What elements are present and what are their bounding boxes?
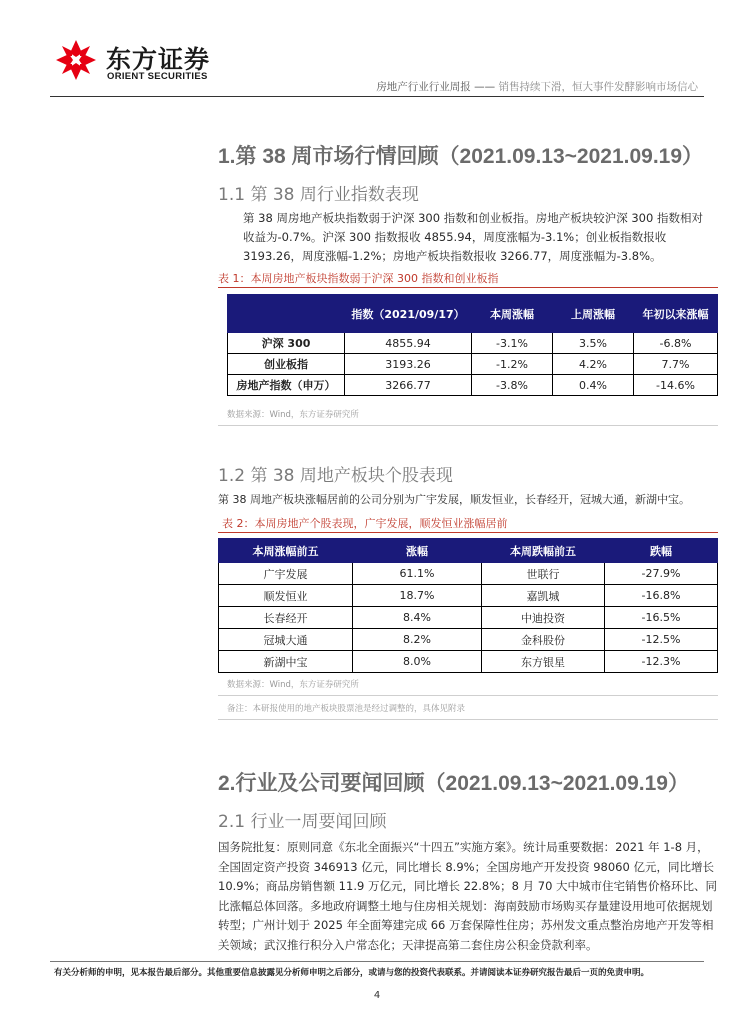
table-row — [228, 333, 718, 354]
table-cell: -14.6% — [634, 375, 718, 396]
table-cell: 61.1% — [353, 563, 482, 585]
table-cell: -16.8% — [605, 585, 718, 607]
section1-2-heading: 1.2 第 38 周地产板块个股表现 — [218, 466, 453, 486]
table-cell: 8.2% — [353, 629, 482, 651]
section1-heading: 1.第 38 周市场行情回顾（2021.09.13~2021.09.19） — [218, 145, 704, 168]
table-header-cell: 年初以来涨幅 — [634, 295, 718, 333]
table-cell: -6.8% — [634, 333, 718, 354]
table-header-row — [228, 295, 718, 333]
table-row — [228, 354, 718, 375]
table-cell: 世联行 — [482, 563, 605, 585]
table-cell: 4855.94 — [345, 333, 472, 354]
table-row — [219, 629, 718, 651]
table-row — [219, 563, 718, 585]
table1-caption: 表 1：本周房地产板块指数弱于沪深 300 指数和创业板指 — [218, 272, 499, 285]
orient-securities-logo-icon — [54, 38, 98, 82]
table-cell: 3193.26 — [345, 354, 472, 375]
table-cell: 广宇发展 — [219, 563, 353, 585]
table-cell: 东方银星 — [482, 651, 605, 673]
table-cell: -16.5% — [605, 607, 718, 629]
table-header-cell: 涨幅 — [353, 539, 482, 563]
table-cell: 中迪投资 — [482, 607, 605, 629]
table-header-cell: 上周涨幅 — [553, 295, 634, 333]
section1-1-paragraph: 第 38 周房地产板块指数弱于沪深 300 指数和创业板指。房地产板块较沪深 300 指数相对收益为-0.7%。沪深 300 指数报收 4855.94，周度涨幅为-3.1%；创业板指数报收 3193.26，周度涨幅-1.2%；房地产板块指数报收 3266.77，周度涨幅为-3.8%。 — [243, 211, 703, 263]
table-cell: -27.9% — [605, 563, 718, 585]
table-row — [219, 607, 718, 629]
footer-divider — [50, 961, 704, 962]
table-header-cell: 跌幅 — [605, 539, 718, 563]
stock-performance-table — [218, 538, 718, 673]
table-cell: 嘉凯城 — [482, 585, 605, 607]
section2-heading: 2.行业及公司要闻回顾（2021.09.13~2021.09.19） — [218, 772, 689, 795]
table-cell: -3.1% — [472, 333, 553, 354]
table2-caption: 表 2：本周房地产个股表现，广宇发展，顺发恒业涨幅居前 — [222, 517, 508, 530]
table-cell: -1.2% — [472, 354, 553, 375]
logo-english-name: ORIENT SECURITIES — [107, 71, 208, 82]
section1-1-heading: 1.1 第 38 周行业指数表现 — [218, 185, 419, 205]
table-cell: -12.5% — [605, 629, 718, 651]
table-cell: 8.4% — [353, 607, 482, 629]
table-cell: 0.4% — [553, 375, 634, 396]
table-cell: 新湖中宝 — [219, 651, 353, 673]
table-cell: 18.7% — [353, 585, 482, 607]
table1-bottom-divider — [218, 425, 718, 426]
table-header-cell — [228, 295, 345, 333]
table-header-cell: 本周跌幅前五 — [482, 539, 605, 563]
table-header-cell: 本周涨幅前五 — [219, 539, 353, 563]
table2-caption-underline — [218, 532, 718, 533]
report-header-title — [376, 79, 698, 94]
section2-1-paragraph: 国务院批复：原则同意《东北全面振兴“十四五”实施方案》。统计局重要数据：2021 年 1-8 月，全国固定资产投资 346913 亿元，同比增长 8.9%；全国房地产开发投资 98060 亿元，同比增长 10.9%；商品房销售额 11.9 万亿元，同比增长 22.8%；8 月 70 大中城市住宅销售价格环比、同比涨幅总体回落。多地政府调整土地与住房相关规划：海南鼓励市场购买存量建设用地可依据规划转型；广州计划于 2025 年全面筹建完成 66 万套保障性住房；苏州发文重点整治房地产开发等相关领域；武汉推行积分入户常态化；天津提高第二套住房公积金贷款利率。 — [218, 840, 718, 952]
report-series-title: 房地产行业行业周报 —— — [376, 81, 496, 93]
table-cell: 长春经开 — [219, 607, 353, 629]
table2-note: 备注：本研报使用的地产板块股票池是经过调整的，具体见附录 — [227, 704, 466, 714]
table-cell: 金科股份 — [482, 629, 605, 651]
table-row — [228, 375, 718, 396]
table1-caption-underline — [218, 287, 718, 288]
table-cell: 沪深 300 — [228, 333, 345, 354]
table-cell: 房地产指数（申万） — [228, 375, 345, 396]
table-row — [219, 585, 718, 607]
table-cell: 3.5% — [553, 333, 634, 354]
section1-2-paragraph: 第 38 周地产板块涨幅居前的公司分别为广宇发展，顺发恒业，长春经开，冠城大通，新湖中宝。 — [218, 493, 690, 506]
footer-disclaimer: 有关分析师的申明，见本报告最后部分。其他重要信息披露见分析师申明之后部分，或请与您的投资代表联系。并请阅读本证券研究报告最后一页的免责申明。 — [54, 968, 650, 978]
report-subtitle: 销售持续下滑，恒大事件发酵影响市场信心 — [495, 81, 698, 93]
table-header-row — [219, 539, 718, 563]
header-divider — [50, 96, 704, 97]
index-performance-table — [227, 294, 718, 396]
table2-source-divider — [218, 695, 718, 696]
table1-source: 数据来源：Wind，东方证券研究所 — [227, 410, 359, 420]
table-cell: 3266.77 — [345, 375, 472, 396]
table-cell: 7.7% — [634, 354, 718, 375]
table-cell: 冠城大通 — [219, 629, 353, 651]
table-header-cell: 本周涨幅 — [472, 295, 553, 333]
table-cell: -12.3% — [605, 651, 718, 673]
page-number: 4 — [373, 990, 381, 1001]
table-row — [219, 651, 718, 673]
section2-1-heading: 2.1 行业一周要闻回顾 — [218, 812, 387, 832]
table2-source: 数据来源：Wind，东方证券研究所 — [227, 680, 359, 690]
logo-chinese-name: 东方证券 — [106, 45, 211, 74]
table-header-cell: 指数（2021/09/17） — [345, 295, 472, 333]
table-cell: 顺发恒业 — [219, 585, 353, 607]
table-cell: 4.2% — [553, 354, 634, 375]
table2-note-divider — [218, 719, 718, 720]
table-cell: 8.0% — [353, 651, 482, 673]
table-cell: 创业板指 — [228, 354, 345, 375]
table-cell: -3.8% — [472, 375, 553, 396]
